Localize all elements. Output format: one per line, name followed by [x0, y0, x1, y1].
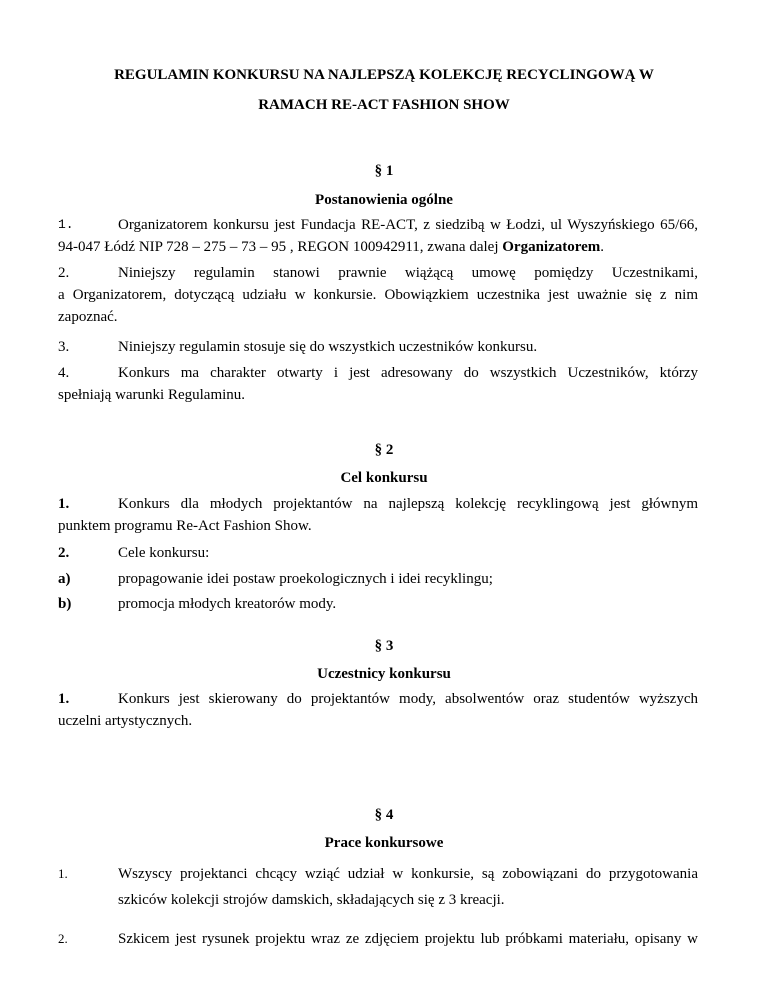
paragraph-number: 4. [58, 365, 70, 381]
section-4-heading: § 4 [374, 807, 394, 823]
paragraph-text: . [600, 239, 605, 255]
section-2-paragraph-1 [58, 493, 698, 537]
paragraph-line: Niniejszy regulamin stosuje się do wszystkich uczestników konkursu. [118, 339, 538, 355]
paragraph-number: 1. [58, 496, 70, 512]
paragraph-number: 2. [58, 931, 68, 946]
list-marker: a) [58, 571, 71, 587]
paragraph-number: 2. [58, 265, 70, 281]
paragraph-line: Konkurs ma charakter otwarty i jest adresowany do wszystkich Uczestników, którzy [118, 365, 698, 381]
paragraph-line: Konkurs jest skierowany do projektantów mody, absolwentów oraz studentów wyższych [118, 691, 698, 707]
paragraph-line: Niniejszy regulamin stanowi prawnie wiążącą umowę pomiędzy Uczestnikami, [118, 265, 698, 281]
paragraph-number: 2. [58, 545, 70, 561]
paragraph-line: spełniają warunki Regulaminu. [58, 387, 246, 403]
paragraph-line: Wszyscy projektanci chcący wziąć udział w konkursie, są zobowiązani do przygotowania [118, 866, 698, 882]
paragraph-line [58, 236, 698, 258]
section-1-paragraph-3 [58, 336, 698, 358]
paragraph-line: Organizatorem konkursu jest Fundacja RE-ACT, z siedzibą w Łodzi, ul Wyszyńskiego 65/66, [118, 217, 698, 233]
organizer-term: Organizatorem [502, 239, 601, 255]
section-1-paragraph-2 [58, 262, 698, 328]
section-1-heading: § 1 [374, 163, 394, 179]
section-3-subheading: Uczestnicy konkursu [317, 666, 451, 682]
list-item-text: promocja młodych kreatorów mody. [118, 596, 337, 612]
paragraph-line: Szkicem jest rysunek projektu wraz ze zdjęciem projektu lub próbkami materiału, opisany w [118, 931, 698, 947]
list-marker: b) [58, 596, 72, 612]
paragraph-text: 94-047 Łódź NIP 728 – 275 – 73 – 95 , REGON 100942911, zwana dalej [58, 239, 503, 255]
paragraph-line: punktem programu Re-Act Fashion Show. [58, 518, 312, 534]
section-2-item-b [58, 593, 698, 615]
section-2-heading: § 2 [374, 442, 394, 458]
paragraph-line: uczelni artystycznych. [58, 713, 193, 729]
paragraph-line: a Organizatorem, dotyczącą udziału w konkursie. Obowiązkiem uczestnika jest uważnie się z nim [58, 287, 698, 303]
paragraph-number: 1. [58, 691, 70, 707]
section-3-heading: § 3 [374, 638, 394, 654]
paragraph-line: Konkurs dla młodych projektantów na najlepszą kolekcję recyklingową jest głównym [118, 496, 698, 512]
paragraph-number: 3. [58, 339, 70, 355]
section-2-paragraph-2 [58, 542, 698, 564]
paragraph-line: zapoznać. [58, 309, 118, 325]
document-title-line-2: RAMACH RE-ACT FASHION SHOW [258, 97, 510, 113]
paragraph-line: Cele konkursu: [118, 545, 210, 561]
section-1-paragraph-4 [58, 362, 698, 406]
document-title-line-1: REGULAMIN KONKURSU NA NAJLEPSZĄ KOLEKCJĘ RECYCLINGOWĄ W [114, 67, 654, 83]
paragraph-number: 1. [58, 217, 74, 232]
paragraph-line: szkiców kolekcji strojów damskich, składających się z 3 kreacji. [118, 892, 505, 908]
section-2-item-a [58, 568, 698, 590]
section-3-paragraph-1 [58, 688, 698, 732]
section-4-subheading: Prace konkursowe [324, 835, 444, 851]
list-item-text: propagowanie idei postaw proekologicznych i idei recyklingu; [118, 571, 493, 587]
section-4-paragraph-1 [58, 863, 698, 911]
section-1-paragraph-1 [58, 214, 698, 258]
section-1-subheading: Postanowienia ogólne [315, 192, 453, 208]
section-2-subheading: Cel konkursu [340, 470, 428, 486]
section-4-paragraph-2 [58, 928, 698, 950]
paragraph-number: 1. [58, 866, 68, 881]
